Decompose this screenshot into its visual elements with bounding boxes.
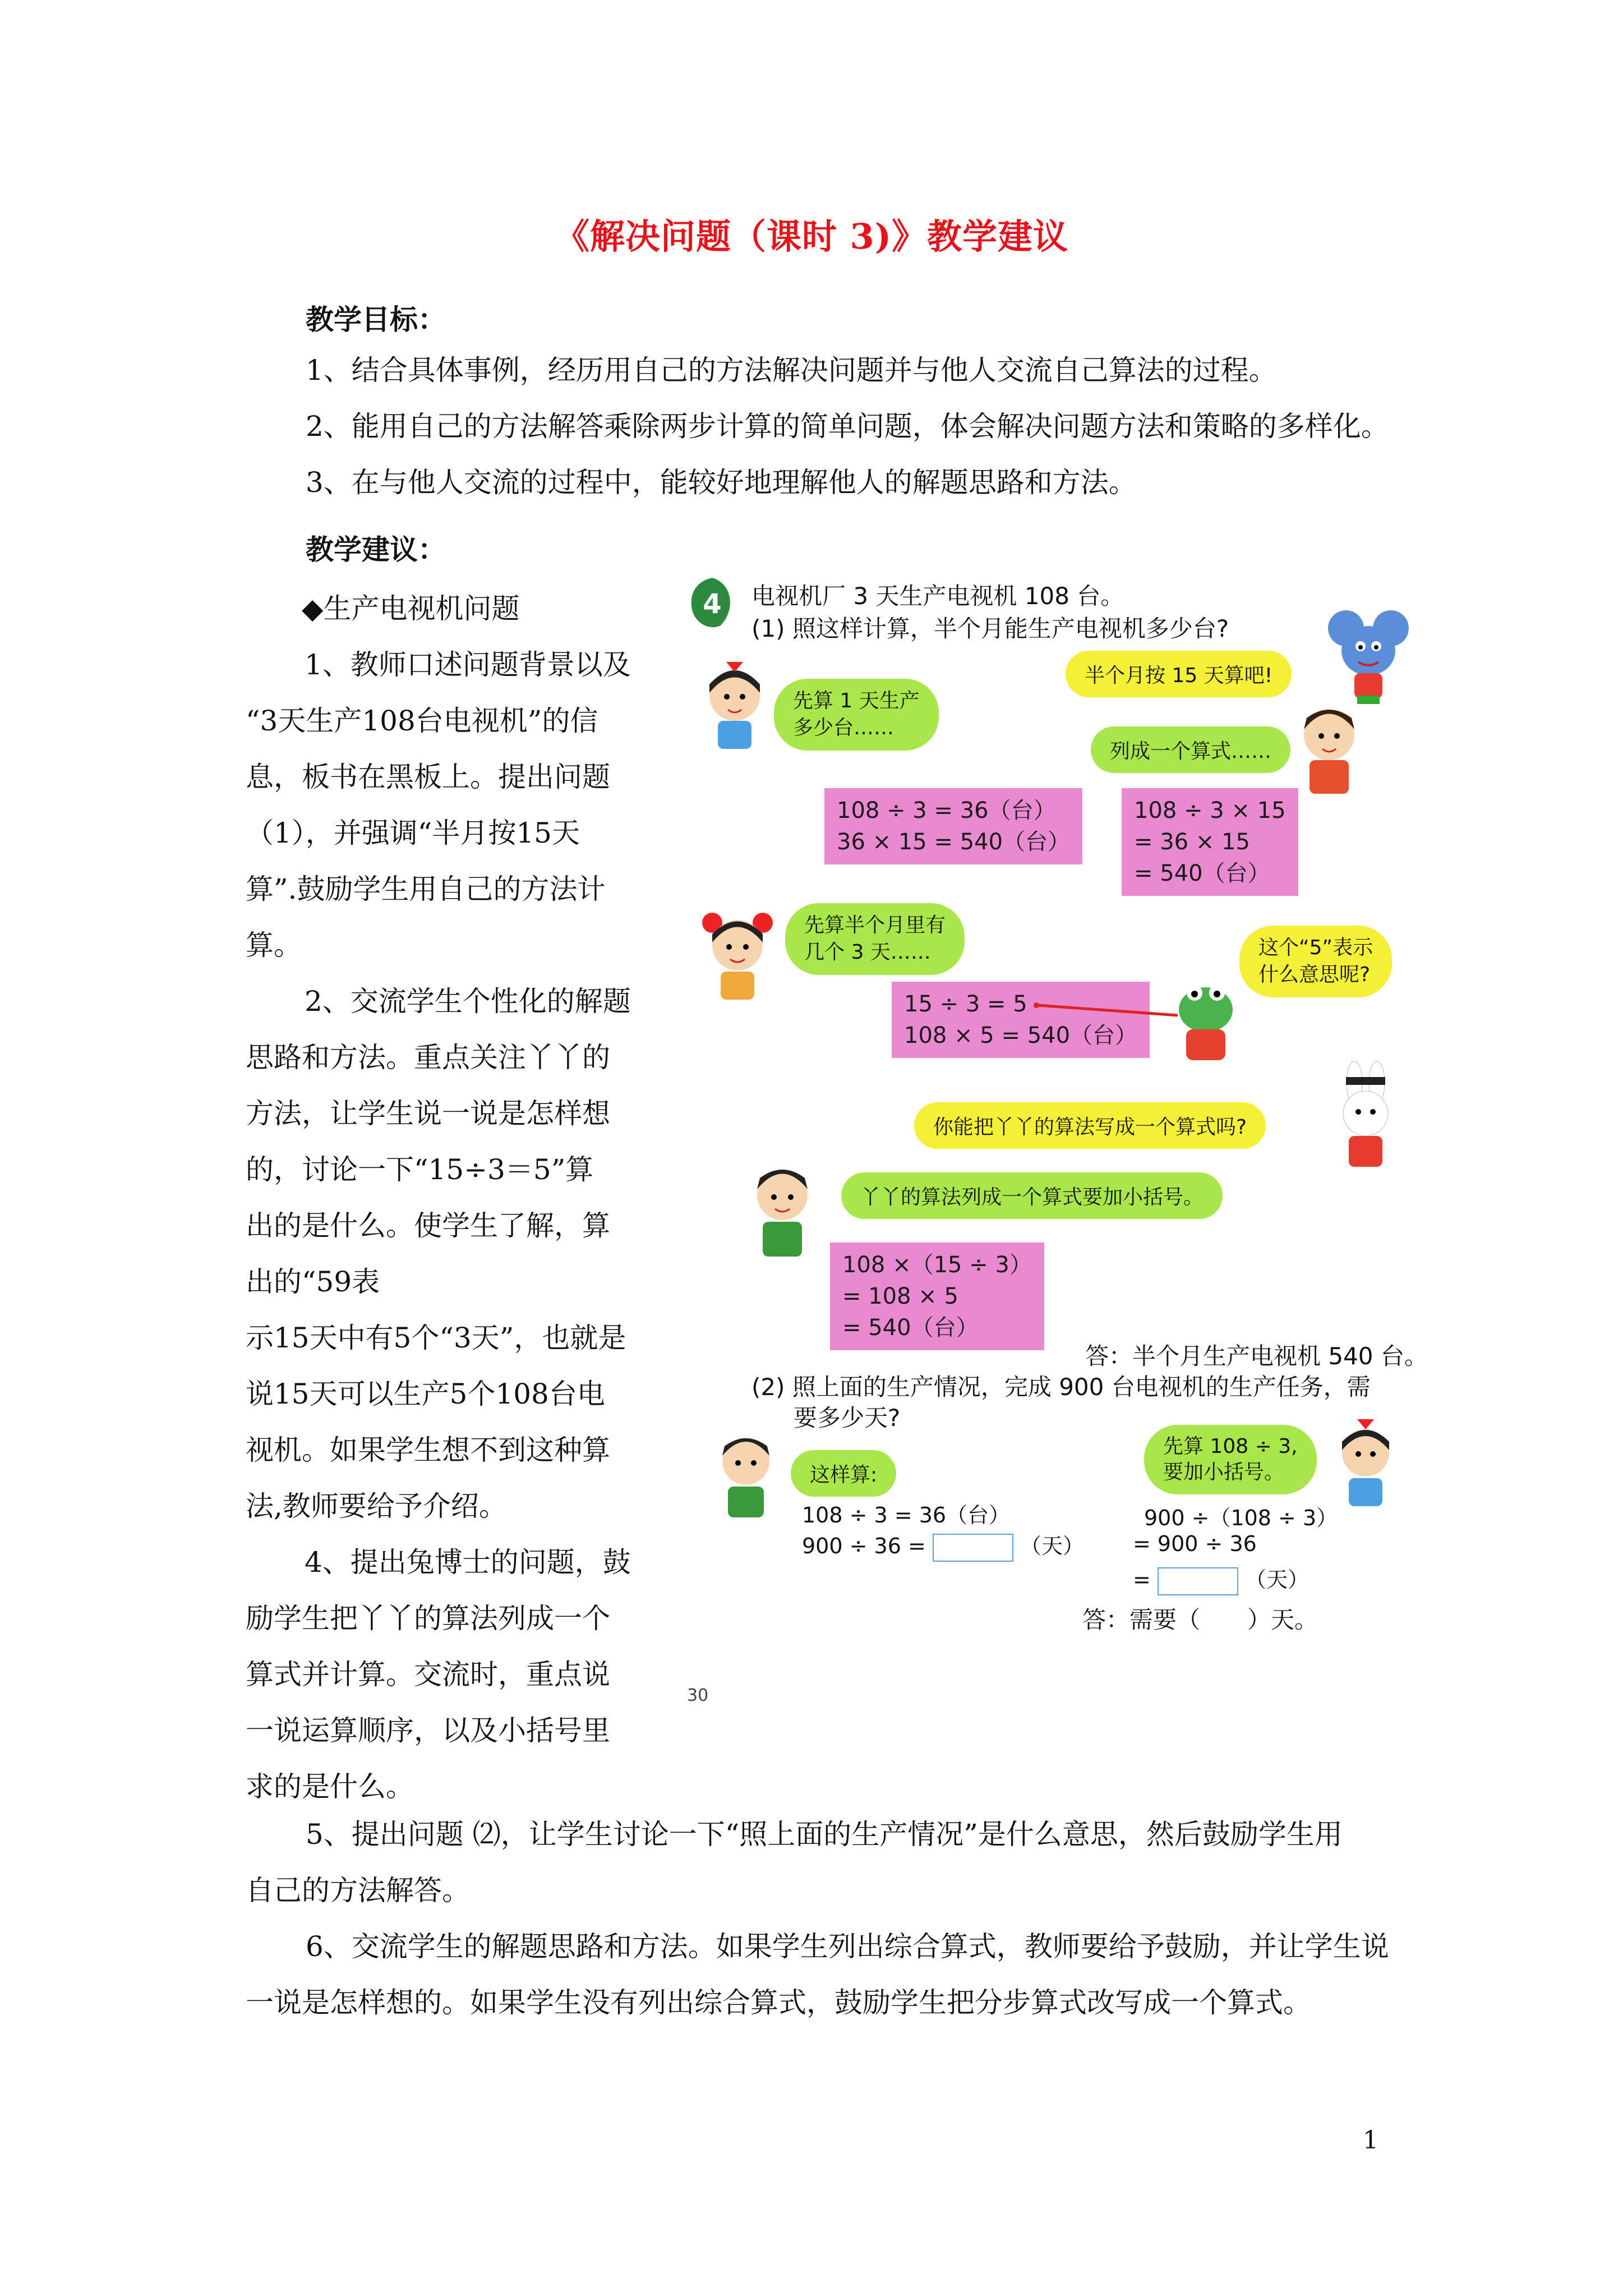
column-line: 的，讨论一下“15÷3＝5”算 xyxy=(246,1153,594,1186)
calc-line: = 540（台） xyxy=(1134,861,1270,886)
column-line: 求的是什么。 xyxy=(246,1770,414,1803)
column-line: ◆生产电视机问题 xyxy=(302,592,520,625)
column-line: 思路和方法。重点关注丫丫的 xyxy=(246,1041,610,1074)
bubble-line: 这个“5”表示 xyxy=(1258,936,1373,959)
question-2-line-1: (2) 照上面的生产情况，完成 900 台电视机的生产任务，需 xyxy=(751,1373,1371,1401)
suggestion-5-line-2: 自己的方法解答。 xyxy=(246,1874,470,1907)
answer-box[interactable] xyxy=(1158,1567,1238,1595)
textbook-figure xyxy=(679,567,1428,1717)
column-line: 法,教师要给予介绍。 xyxy=(246,1490,507,1522)
unit-text: （天） xyxy=(1245,1567,1310,1592)
column-line: 励学生把丫丫的算法列成一个 xyxy=(246,1602,610,1635)
bubble-line: 先算 1 天生产 xyxy=(793,689,920,712)
bubble-one-formula: 列成一个算式…… xyxy=(1091,726,1290,773)
bubble-line: 几个 3 天…… xyxy=(804,941,931,964)
calc-line: 108 × 5 = 540（台） xyxy=(904,1023,1138,1048)
calc-line: 108 ÷ 3 × 15 xyxy=(1134,798,1286,823)
calc-right-line-1: 900 ÷（108 ÷ 3） xyxy=(1144,1506,1338,1530)
bubble-first-day xyxy=(774,679,939,751)
unit-text: （天） xyxy=(1020,1534,1085,1558)
badge-number: 4 xyxy=(703,588,722,620)
yaya-character-icon xyxy=(695,903,780,1004)
column-line: 出的“59表 xyxy=(246,1266,380,1298)
bubble-half-month-3days xyxy=(785,903,965,975)
column-line: 算式并计算。交流时，重点说 xyxy=(246,1658,610,1691)
rabbit-doctor-icon xyxy=(1324,1060,1408,1172)
answer-1: 答：半个月生产电视机 540 台。 xyxy=(1085,1342,1428,1370)
column-line: 算。 xyxy=(246,929,302,961)
calc-right-line-3 xyxy=(1133,1562,1309,1595)
column-line: 视机。如果学生想不到这种算 xyxy=(246,1434,610,1466)
column-line: （1），并强调“半月按15天 xyxy=(246,817,580,849)
bubble-line: 先算半个月里有 xyxy=(804,914,946,937)
calc-text: 900 ÷ 36 = xyxy=(802,1534,926,1558)
calc-box-b xyxy=(1122,788,1298,896)
bubble-line: 什么意思呢? xyxy=(1258,963,1371,986)
bubble-this-way: 这样算: xyxy=(791,1450,896,1497)
bubble-line: 先算 108 ÷ 3, xyxy=(1163,1435,1298,1458)
bubble-half-month: 半个月按 15 天算吧! xyxy=(1066,651,1292,697)
calc-line: 108 ÷ 3 = 36（台） xyxy=(837,798,1056,823)
suggestion-6-line-2: 一说是怎样想的。如果学生没有列出综合算式，鼓励学生把分步算式改写成一个算式。 xyxy=(246,1986,1311,2019)
column-line: 方法，让学生说一说是怎样想 xyxy=(246,1097,610,1130)
calc-right-line-2: = 900 ÷ 36 xyxy=(1133,1531,1257,1556)
calc-line: 108 ×（15 ÷ 3） xyxy=(842,1252,1032,1278)
calc-box-d xyxy=(830,1243,1044,1350)
boy-character-icon xyxy=(1290,696,1368,797)
calc-left-line-1: 108 ÷ 3 = 36（台） xyxy=(802,1503,1011,1527)
objective-item-1: 1、结合具体事例，经历用自己的方法解决问题并与他人交流自己算法的过程。 xyxy=(306,354,1277,386)
bubble-line: 多少台…… xyxy=(793,716,895,739)
book-page-number: 30 xyxy=(687,1686,709,1705)
column-line: 1、教师口述问题背景以及 xyxy=(276,648,631,681)
mouse-character-icon xyxy=(1324,606,1413,707)
column-line: 2、交流学生个性化的解题 xyxy=(276,985,631,1018)
question-1: (1) 照这样计算，半个月能生产电视机多少台? xyxy=(751,615,1229,642)
page-title: 《解决问题（课时 3)》教学建议 xyxy=(554,216,1069,257)
question-2-line-2: 要多少天? xyxy=(794,1404,901,1432)
objective-item-2: 2、能用自己的方法解答乘除两步计算的简单问题，体会解决问题方法和策略的多样化。 xyxy=(306,410,1389,443)
calc-line: 36 × 15 = 540（台） xyxy=(837,829,1071,855)
objectives-heading: 教学目标： xyxy=(306,303,446,336)
boy-character-icon xyxy=(707,1425,785,1520)
calc-line: 15 ÷ 3 = 5 xyxy=(904,991,1027,1017)
bubble-rabbit-question: 你能把丫丫的算法写成一个算式吗? xyxy=(914,1102,1266,1149)
boy-character-icon xyxy=(740,1156,824,1262)
answer-2: 答：需要（ ）天。 xyxy=(1082,1606,1318,1634)
leaf-badge-icon xyxy=(687,575,737,631)
objective-item-3: 3、在与他人交流的过程中，能较好地理解他人的解题思路和方法。 xyxy=(306,466,1137,499)
column-line: “3天生产108台电视机”的信 xyxy=(246,705,598,737)
column-line: 息，板书在黑板上。提出问题 xyxy=(246,761,610,793)
frog-pointer-icon xyxy=(1026,976,1262,1066)
problem-text: 电视机厂 3 天生产电视机 108 台。 xyxy=(751,582,1124,610)
calc-line: = 108 × 5 xyxy=(842,1283,958,1309)
calc-left-line-2 xyxy=(802,1529,1084,1562)
girl-character-icon xyxy=(1324,1414,1408,1509)
suggestion-5-line-1: 5、提出问题 ⑵，让学生讨论一下“照上面的生产情况”是什么意思，然后鼓励学生用 xyxy=(306,1818,1343,1851)
suggestion-column xyxy=(246,581,638,1815)
suggestion-6-line-1: 6、交流学生的解题思路和方法。如果学生列出综合算式，教师要给予鼓励，并让学生说 xyxy=(306,1930,1389,1963)
calc-line: = 540（台） xyxy=(842,1315,979,1341)
column-line: 算”.鼓励学生用自己的方法计 xyxy=(246,873,606,905)
column-line: 示15天中有5个“3天”，也就是 xyxy=(246,1322,626,1354)
girl-character-icon xyxy=(695,656,774,752)
page-number: 1 xyxy=(1363,2126,1378,2155)
bubble-first-108 xyxy=(1144,1425,1317,1494)
calc-line: = 36 × 15 xyxy=(1134,829,1250,855)
suggestions-heading: 教学建议： xyxy=(306,533,446,566)
column-line: 说15天可以生产5个108台电 xyxy=(246,1378,605,1410)
column-line: 一说运算顺序，以及小括号里 xyxy=(246,1714,610,1747)
column-line: 4、提出兔博士的问题，鼓 xyxy=(276,1546,631,1579)
calc-text: = xyxy=(1133,1567,1151,1592)
answer-box[interactable] xyxy=(933,1534,1013,1562)
calc-box-a xyxy=(824,788,1082,864)
bubble-parentheses: 丫丫的算法列成一个算式要加小括号。 xyxy=(841,1172,1223,1219)
bubble-line: 要加小括号。 xyxy=(1163,1461,1285,1484)
column-line: 出的是什么。使学生了解，算 xyxy=(246,1209,610,1242)
bubble-what-5 xyxy=(1239,926,1392,997)
